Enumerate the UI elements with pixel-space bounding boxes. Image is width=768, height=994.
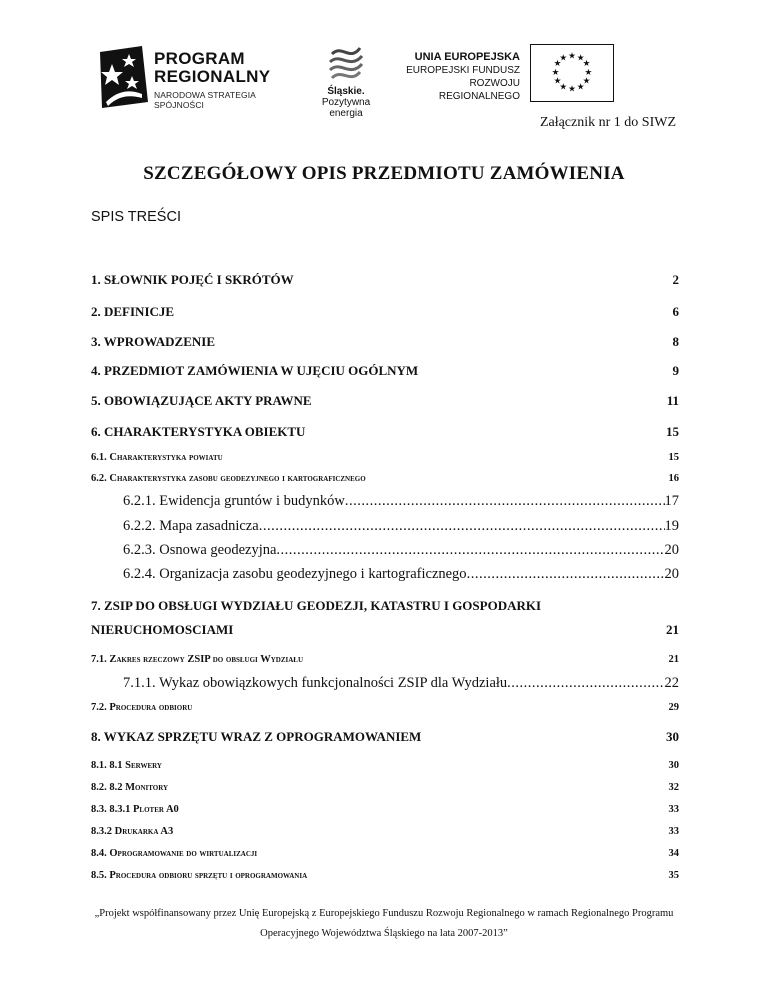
toc-entry-label: 7.1.1. Wykaz obowiązkowych funkcjonalności ZSIP dla Wydziału [123,675,508,691]
toc-entry-page: 6 [672,304,679,319]
toc-entry-label: 6.2.4. Organizacja zasobu geodezyjnego i kartograficznego [123,566,467,582]
toc-heading: SPIS TREŚCI [91,209,181,225]
toc-entry-page: 30 [668,760,679,771]
svg-text:★: ★ [568,51,576,62]
slaskie-logo [306,40,386,119]
toc-entry-page: 17 [664,493,679,509]
toc-entry-label: 8.3. 8.3.1 Ploter A0 [91,804,179,815]
toc-entry-label: 5. OBOWIĄZUJĄCE AKTY PRAWNE [91,393,312,408]
program-regionalny-emblem-icon [96,46,148,108]
toc-leader-dots [467,566,665,583]
page-title: SZCZEGÓŁOWY OPIS PRZEDMIOTU ZAMÓWIENIA [143,163,625,184]
toc-entry-page: 29 [668,702,679,713]
toc-leader-dots [276,542,664,559]
toc-entry-page: 19 [664,518,679,534]
toc-entry-label: 6.2.2. Mapa zasadnicza [123,518,259,534]
svg-text:★: ★ [553,76,562,87]
toc-entry-page: 16 [668,473,679,484]
toc-subsubentry[interactable] [123,675,679,692]
toc-entry-page: 20 [664,542,679,558]
svg-text:★: ★ [576,53,585,64]
toc-entry-label: 8.2. 8.2 Monitory [91,782,169,793]
toc-entry-page: 33 [668,804,679,815]
toc-subsubentry[interactable] [123,493,679,510]
toc-entry-label: 3. WPROWADZENIE [91,334,216,349]
toc-leader-dots [507,675,664,692]
toc-entry-label: 7.2. Procedura odbioru [91,702,193,713]
logo-bar [0,36,768,119]
toc-entry-label: 6.2. Charakterystyka zasobu geodezyjnego i kartograficznego [91,473,366,484]
slaskie-name: Śląskie. [327,86,365,97]
footer-line-2: Operacyjnego Województwa Śląskiego na lata 2007-2013” [260,928,508,939]
toc-entry-page: 22 [664,675,679,691]
strategia-label: NARODOWA STRATEGIA SPÓJNOŚCI [154,90,256,110]
toc-entry-page: 15 [668,452,679,463]
toc-entry-page: 34 [668,848,679,859]
svg-text:★: ★ [584,67,593,78]
program-regionalny-logo [96,46,296,108]
toc-entry-label: 1. SŁOWNIK POJĘĆ I SKRÓTÓW [91,272,294,287]
eu-fund-label: EUROPEJSKI FUNDUSZ [406,65,520,76]
svg-text:★: ★ [551,67,560,78]
svg-text:★: ★ [568,84,576,95]
eu-text-block [398,50,520,103]
svg-text:★: ★ [559,82,568,93]
eu-flag-icon [530,44,614,102]
toc-leader-dots [345,493,665,510]
attachment-label: Załącznik nr 1 do SIWZ [539,115,676,130]
toc-entry-label: 6. CHARAKTERYSTYKA OBIEKTU [91,424,306,439]
toc-entry-label: 4. PRZEDMIOT ZAMÓWIENIA W UJĘCIU OGÓLNYM [91,363,419,378]
toc-entry-label: 8.3.2 Drukarka A3 [91,826,174,837]
toc-entry-label: 8.1. 8.1 Serwery [91,760,162,771]
toc-entry-page: 15 [666,424,679,439]
toc-entry-page: 8 [672,334,679,349]
svg-text:★: ★ [559,53,568,64]
toc-entry-page: 30 [666,729,679,744]
toc-entry-label: 8.4. Oprogramowanie do wirtualizacji [91,848,258,859]
toc-entry-page: 2 [672,272,679,287]
toc-entry-label: 7.1. Zakres rzeczowy ZSIP do obsługi Wydziału [91,654,303,665]
toc-entry-page: 33 [668,826,679,837]
footer [0,904,768,944]
eu-union-label: UNIA EUROPEJSKA [414,51,520,63]
toc-entry-label: 7. ZSIP DO OBSŁUGI WYDZIAŁU GEODEZJI, KATASTRU I GOSPODARKI [91,598,542,613]
toc-entry-page: 21 [666,622,679,637]
eu-development-label: ROZWOJU REGIONALNEGO [438,78,520,102]
svg-text:★: ★ [582,59,591,70]
toc-entry-page: 20 [664,566,679,582]
toc-entry-label: 6.2.3. Osnowa geodezyjna [123,542,277,558]
toc-entry-page: 35 [668,870,679,881]
toc-leader-dots [259,518,665,535]
svg-text:★: ★ [576,82,585,93]
footer-line-1: „Projekt współfinansowany przez Unię Europejską z Europejskiego Funduszu Rozwoju Regionalnego w ramach Regionalnego Programu [94,908,674,919]
svg-text:★: ★ [553,59,562,70]
toc-entry-label: 8.5. Procedura odbioru sprzętu i oprogramowania [91,870,308,881]
toc-entry-page: 21 [668,654,679,665]
toc-entry-label: 6.1. Charakterystyka powiatu [91,452,223,463]
toc-subsubentry[interactable] [123,518,679,535]
program-label: PROGRAM [154,49,245,68]
svg-text:★: ★ [582,76,591,87]
toc-entry-label: 6.2.1. Ewidencja gruntów i budynków [123,493,345,509]
toc-entry-label: 2. DEFINICJE [91,304,175,319]
regionalny-label: REGIONALNY [154,67,271,86]
toc-entry-page: 9 [672,363,679,378]
toc-entry-label-continued: NIERUCHOMOSCIAMI [91,622,234,637]
toc-entry-label: 8. WYKAZ SPRZĘTU WRAZ Z OPROGRAMOWANIEM [91,729,422,744]
slaskie-tagline: Pozytywna energia [321,97,371,119]
toc-subsubentry[interactable] [123,566,679,583]
slaskie-wave-icon [324,40,368,84]
toc-entry-page: 32 [668,782,679,793]
toc-entry-page: 11 [666,393,679,408]
toc-subsubentry[interactable] [123,542,679,559]
